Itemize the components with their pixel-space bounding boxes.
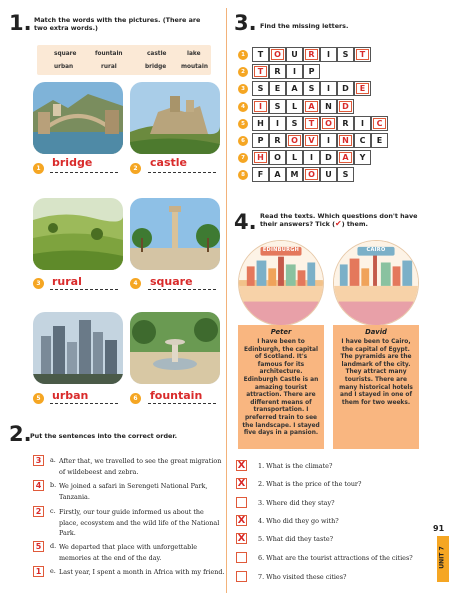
- reader-text: I have been to Cairo, the capital of Egypt. The pyramids are the landmark of the city. They attract many tourists. There are many historical hotels and I stayed in one of them for two weeks.: [339, 339, 413, 406]
- grid-cell: I: [286, 64, 303, 79]
- order-item: [33, 566, 223, 588]
- section-1-number: 1.: [9, 11, 32, 35]
- section-4-instruction: [260, 212, 428, 228]
- word-item: fountain: [95, 51, 123, 57]
- city-label: CAIRO: [366, 247, 386, 253]
- question-text: 1. What is the climate?: [258, 462, 333, 470]
- word-item: square: [54, 51, 77, 57]
- tick-box[interactable]: X: [237, 515, 246, 526]
- instruction-text: ) them.: [341, 220, 368, 228]
- grid-cell-answer[interactable]: D: [337, 99, 354, 114]
- answer-line: [148, 403, 216, 404]
- grid-cell-answer[interactable]: T: [354, 47, 371, 62]
- tick-box[interactable]: [236, 497, 247, 508]
- answer-text: square: [150, 275, 193, 288]
- grid-cell-answer[interactable]: O: [303, 167, 320, 182]
- reader-name: Peter: [270, 328, 292, 336]
- order-sentence: Firstly, our tour guide informed us about the place, ecosystem and the wild life of the National Park.: [59, 508, 220, 537]
- grid-cell-answer[interactable]: I: [252, 99, 269, 114]
- order-sentence: We departed that place with unforgettable memories at the end of the day.: [59, 543, 198, 562]
- order-letter: c.: [50, 507, 56, 515]
- bridge-photo: [33, 82, 123, 154]
- order-answer-box[interactable]: 3: [33, 455, 44, 466]
- order-sentence: After that, we travelled to see the great migration of wildebeest and zebra.: [59, 457, 222, 476]
- row-number-badge: 7: [238, 153, 248, 163]
- fountain-photo: [130, 312, 220, 384]
- question-row: [236, 515, 426, 527]
- answer-text: fountain: [150, 389, 203, 402]
- answer-text: rural: [52, 275, 82, 288]
- order-item: [33, 480, 223, 502]
- item-number-badge: 4: [130, 278, 141, 289]
- word-box: [37, 45, 211, 75]
- grid-cell-answer[interactable]: N: [337, 133, 354, 148]
- grid-cell: A: [286, 81, 303, 96]
- item-number-badge: 5: [33, 393, 44, 404]
- column-divider: [226, 8, 227, 593]
- grid-cell: I: [354, 116, 371, 131]
- section-4-number: 4.: [234, 210, 257, 234]
- page-number: 91: [433, 524, 445, 533]
- section-3-number: 3.: [234, 11, 257, 35]
- order-letter: d.: [50, 542, 57, 550]
- reader-text: I have been to Edinburgh, the capital of Scotland. It's famous for its architecture. Edinburgh Castle is an amazing tourist attraction. There are different means of transportation. I preferred train to see the landscape. I stayed five days in a pansion.: [242, 339, 320, 437]
- order-answer-box[interactable]: 4: [33, 480, 44, 491]
- order-letter: a.: [50, 456, 56, 464]
- grid-cell: D: [320, 150, 337, 165]
- item-number-badge: 2: [130, 163, 141, 174]
- order-sentence: Last year, I spent a month in Africa with my friend.: [59, 568, 225, 576]
- question-row: [236, 460, 426, 472]
- answer-line: [50, 172, 118, 173]
- answer-text: urban: [52, 389, 89, 402]
- grid-cell-answer[interactable]: H: [252, 150, 269, 165]
- grid-cell: C: [354, 133, 371, 148]
- row-number-badge: 3: [238, 84, 248, 94]
- unit-tab: [437, 536, 449, 582]
- grid-cell: S: [337, 167, 354, 182]
- grid-cell-answer[interactable]: V: [303, 133, 320, 148]
- question-text: 6. What are the tourist attractions of the cities?: [258, 554, 413, 562]
- grid-cell: L: [286, 99, 303, 114]
- question-text: 7. Who visited these cities?: [258, 573, 347, 581]
- order-answer-box[interactable]: 1: [33, 566, 44, 577]
- grid-cell: T: [252, 47, 269, 62]
- section-1-instruction: Match the words with the pictures. (There are two extra words.): [34, 16, 201, 32]
- grid-cell: S: [252, 81, 269, 96]
- grid-cell: N: [320, 99, 337, 114]
- word-item: lake: [187, 51, 201, 57]
- order-item: [33, 455, 223, 477]
- section-2-number: 2.: [9, 422, 32, 446]
- castle-photo: [130, 82, 220, 154]
- grid-cell: R: [269, 64, 286, 79]
- rural-photo: [33, 198, 123, 270]
- row-number-badge: 5: [238, 119, 248, 129]
- order-sentence: We joined a safari in Serengeti National Park, Tanzania.: [59, 482, 208, 501]
- grid-cell: P: [303, 64, 320, 79]
- grid-cell: U: [286, 47, 303, 62]
- tick-box[interactable]: X: [237, 478, 246, 489]
- peter-text-panel: [238, 325, 324, 449]
- answer-text: castle: [150, 156, 187, 169]
- answer-text: bridge: [52, 156, 93, 169]
- grid-cell: A: [269, 167, 286, 182]
- square-photo: [130, 198, 220, 270]
- grid-cell: E: [269, 81, 286, 96]
- answer-line: [50, 289, 118, 290]
- row-number-badge: 1: [238, 50, 248, 60]
- grid-cell-answer[interactable]: O: [286, 133, 303, 148]
- section-2-instruction: Put the sentences into the correct order.: [30, 432, 178, 440]
- grid-cell-answer[interactable]: E: [354, 81, 371, 96]
- tick-box[interactable]: [236, 552, 247, 563]
- word-item: moutain: [181, 64, 208, 70]
- question-row: [236, 478, 426, 490]
- word-item: rural: [101, 64, 117, 70]
- grid-cell: R: [269, 133, 286, 148]
- question-row: [236, 571, 426, 583]
- order-answer-box[interactable]: 2: [33, 506, 44, 517]
- question-text: 4. Who did they go with?: [258, 517, 339, 525]
- row-number-badge: 4: [238, 102, 248, 112]
- question-row: [236, 533, 426, 545]
- grid-cell: D: [337, 81, 354, 96]
- item-number-badge: 3: [33, 278, 44, 289]
- grid-cell: U: [320, 167, 337, 182]
- grid-cell-answer[interactable]: A: [337, 150, 354, 165]
- grid-cell: P: [252, 133, 269, 148]
- answer-line: [50, 403, 118, 404]
- answer-line: [148, 172, 216, 173]
- grid-cell-answer[interactable]: R: [303, 47, 320, 62]
- tick-box[interactable]: X: [237, 460, 246, 471]
- grid-cell-answer[interactable]: O: [269, 47, 286, 62]
- instruction-text: Read the texts. Which questions don't have their answers? Tick (: [260, 212, 418, 228]
- grid-cell: S: [286, 116, 303, 131]
- row-number-badge: 8: [238, 170, 248, 180]
- question-row: [236, 497, 426, 509]
- row-number-badge: 6: [238, 136, 248, 146]
- item-number-badge: 1: [33, 163, 44, 174]
- grid-cell-answer[interactable]: O: [320, 116, 337, 131]
- order-letter: b.: [50, 481, 57, 489]
- tick-icon: ✔: [335, 219, 342, 228]
- grid-cell: H: [252, 116, 269, 131]
- grid-cell: S: [269, 99, 286, 114]
- tick-box[interactable]: X: [237, 533, 246, 544]
- urban-photo: [33, 312, 123, 384]
- grid-cell: I: [320, 133, 337, 148]
- grid-cell-answer[interactable]: A: [303, 99, 320, 114]
- grid-cell: I: [320, 81, 337, 96]
- word-item: bridge: [145, 64, 167, 70]
- question-row: [236, 552, 426, 564]
- order-answer-box[interactable]: 5: [33, 541, 44, 552]
- grid-cell: I: [320, 47, 337, 62]
- question-text: 3. Where did they stay?: [258, 499, 335, 507]
- grid-cell: E: [371, 133, 388, 148]
- item-number-badge: 6: [130, 393, 141, 404]
- grid-cell-answer[interactable]: C: [371, 116, 388, 131]
- city-label: EDINBURGH: [262, 247, 300, 253]
- grid-cell: I: [303, 150, 320, 165]
- order-item: [33, 541, 223, 563]
- grid-cell: R: [337, 116, 354, 131]
- david-text-panel: [333, 325, 419, 449]
- grid-cell: M: [286, 167, 303, 182]
- order-item: [33, 506, 223, 539]
- grid-cell-answer[interactable]: T: [252, 64, 269, 79]
- tick-box[interactable]: [236, 571, 247, 582]
- grid-cell: F: [252, 167, 269, 182]
- reader-name: David: [365, 328, 387, 336]
- answer-line: [148, 289, 216, 290]
- row-number-badge: 2: [238, 67, 248, 77]
- word-item: castle: [147, 51, 167, 57]
- word-item: urban: [54, 64, 74, 70]
- question-text: 5. What did they taste?: [258, 535, 334, 543]
- grid-cell: Y: [354, 150, 371, 165]
- order-letter: e.: [50, 567, 56, 575]
- unit-label: UNIT 7: [438, 546, 446, 569]
- grid-cell: S: [337, 47, 354, 62]
- grid-cell: S: [303, 81, 320, 96]
- grid-cell: I: [269, 116, 286, 131]
- section-3-instruction: Find the missing letters.: [260, 22, 349, 30]
- grid-cell-answer[interactable]: T: [303, 116, 320, 131]
- question-text: 2. What is the price of the tour?: [258, 480, 362, 488]
- grid-cell: L: [286, 150, 303, 165]
- grid-cell: O: [269, 150, 286, 165]
